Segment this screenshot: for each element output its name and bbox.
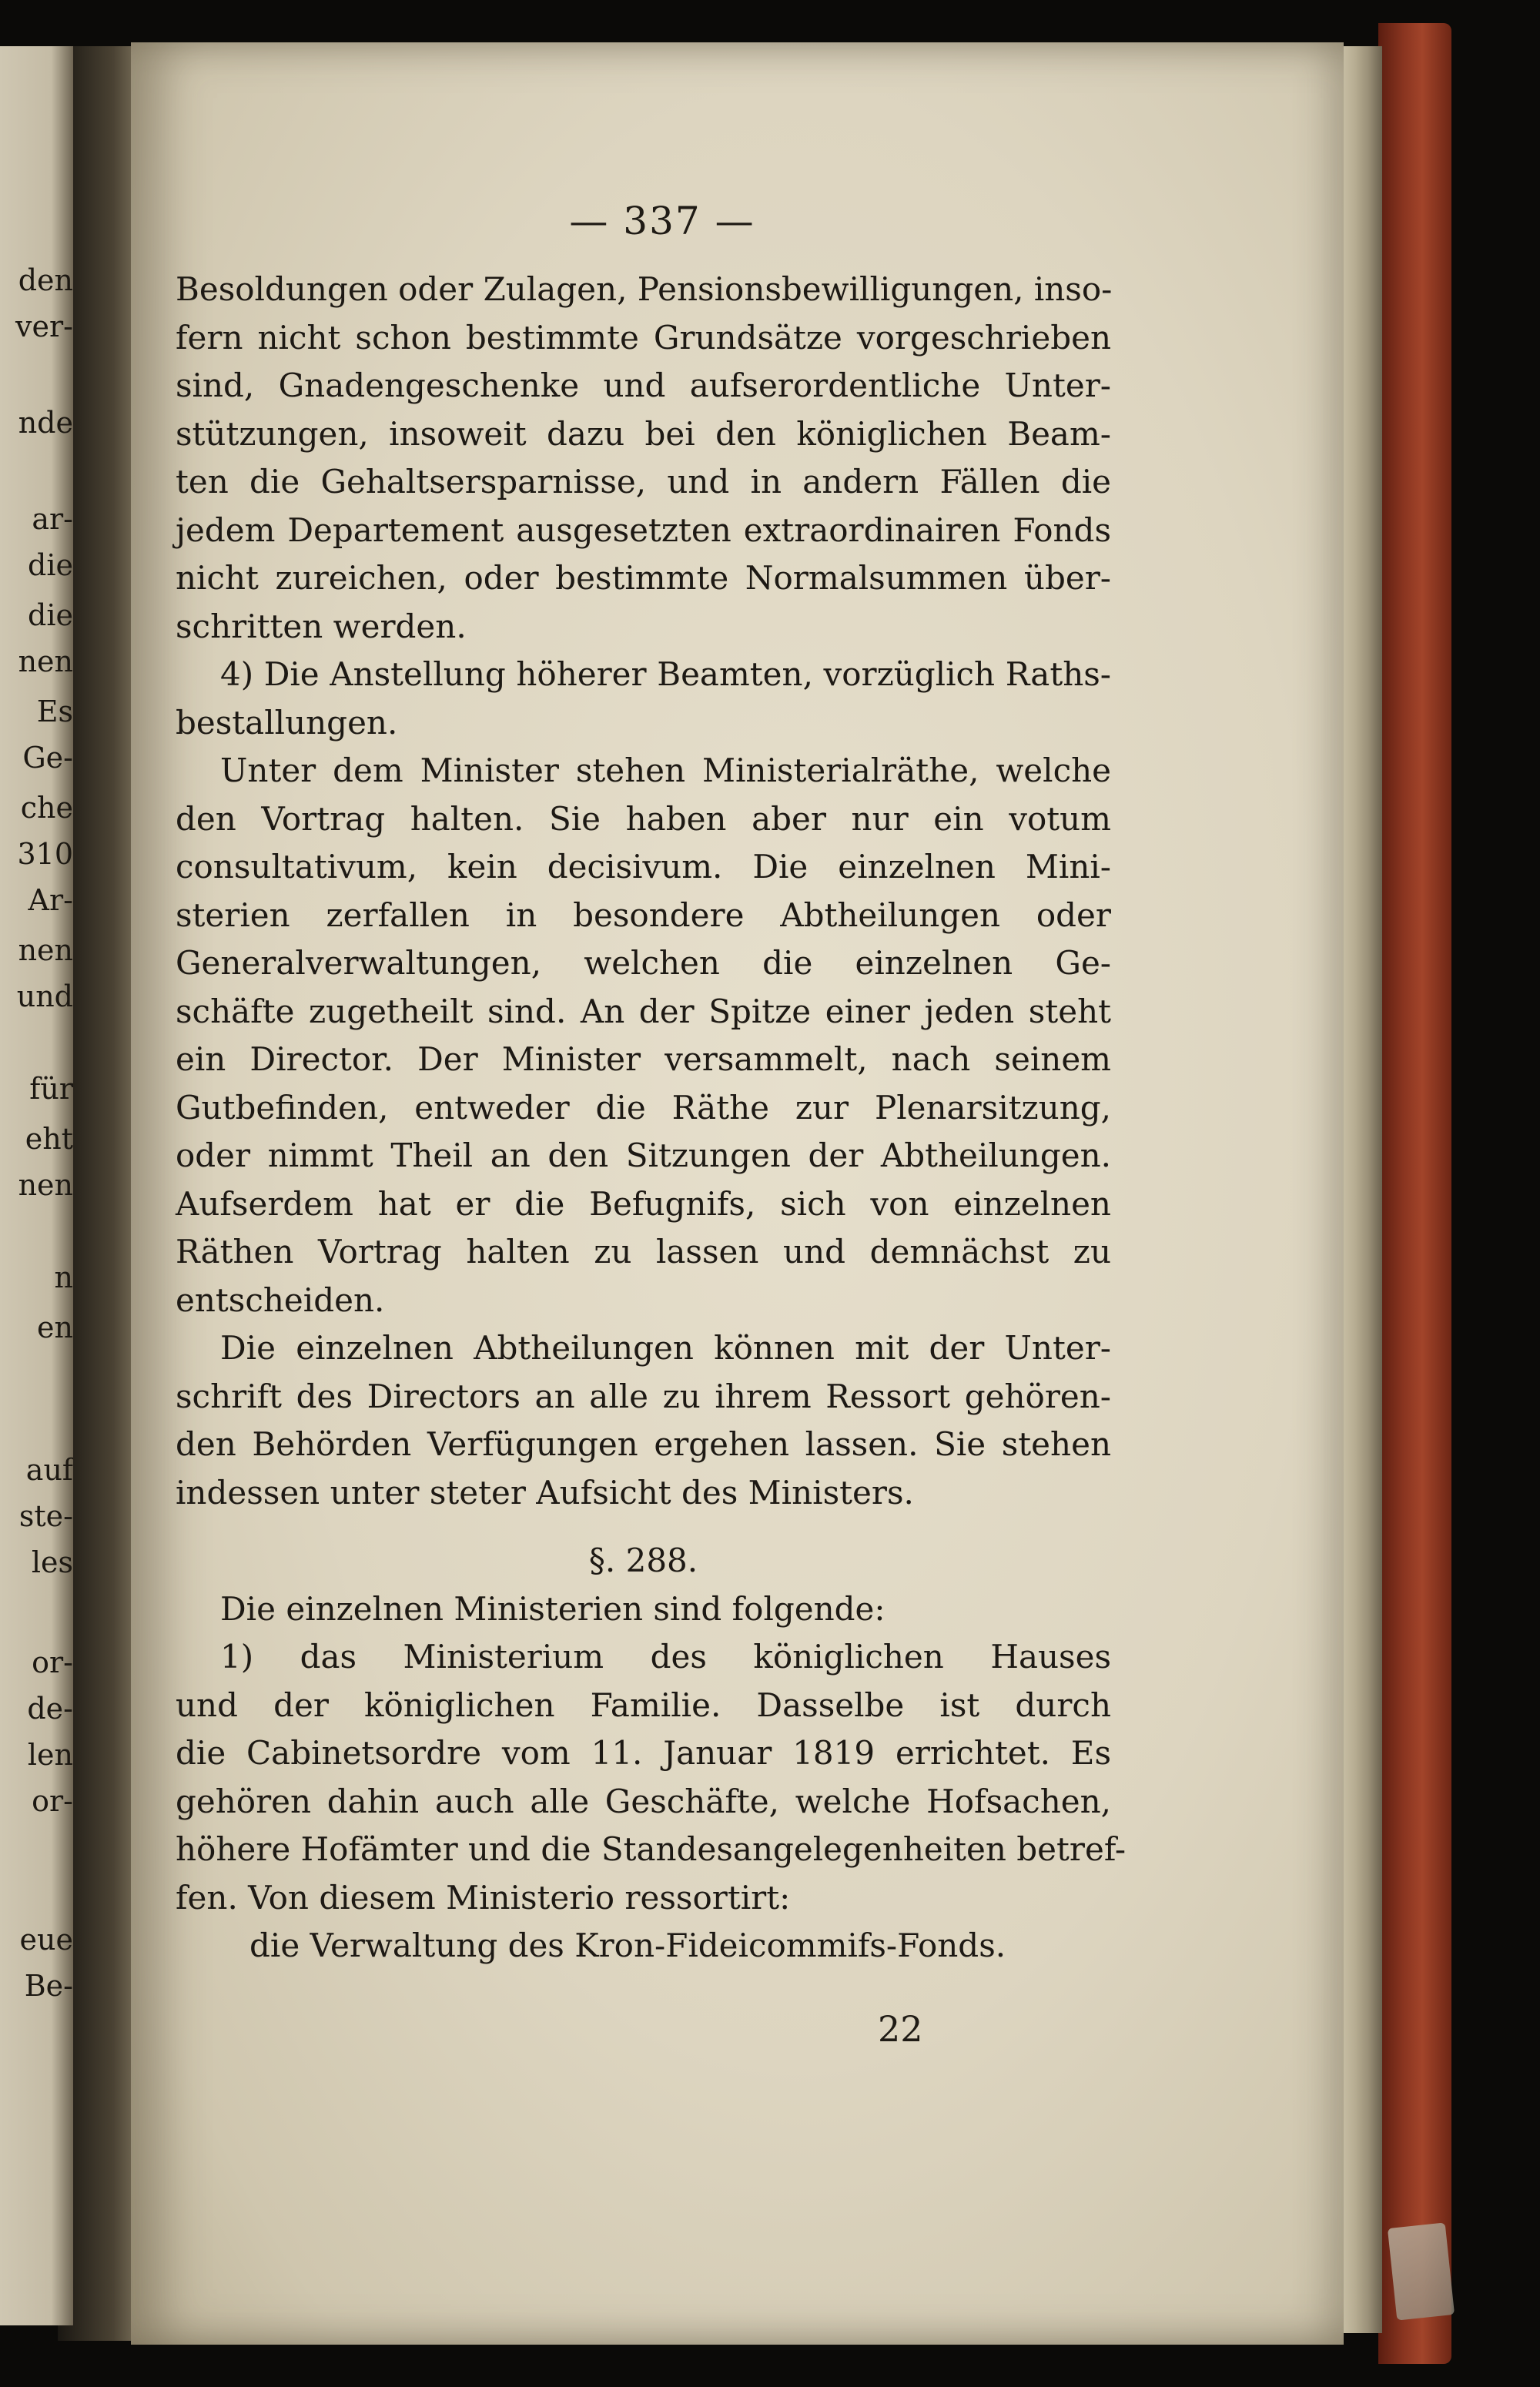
text-line: stützungen, insoweit dazu bei den königlichen Beam-: [176, 414, 1111, 453]
previous-page-fragment: en: [37, 1311, 73, 1344]
previous-page-fragment: nen: [18, 1168, 73, 1202]
previous-page-fragment: ver-: [15, 310, 73, 343]
previous-page-fragment: ar-: [32, 502, 73, 536]
text-line: die Cabinetsordre vom 11. Januar 1819 errichtet. Es: [176, 1734, 1111, 1772]
previous-page-fragment: 310: [17, 837, 73, 871]
text-line: Gutbefinden, entweder die Räthe zur Plenarsitzung,: [176, 1088, 1111, 1127]
text-line: ein Director. Der Minister versammelt, nach seinem: [176, 1040, 1111, 1078]
text-line: schritten werden.: [176, 607, 467, 645]
previous-page-fragment: n: [54, 1260, 73, 1294]
text-line: Besoldungen oder Zulagen, Pensionsbewilligungen, inso-: [176, 270, 1113, 308]
previous-page-fragment: die: [28, 548, 73, 582]
previous-page-fragment: or-: [32, 1784, 73, 1818]
text-line: 4) Die Anstellung höherer Beamten, vorzüglich Raths-: [220, 655, 1111, 693]
previous-page-fragment: nen: [18, 933, 73, 967]
text-line: Unter dem Minister stehen Ministerialräthe, welche: [220, 752, 1111, 789]
text-line: Generalverwaltungen, welchen die einzelnen Ge-: [176, 944, 1111, 982]
text-line: die Verwaltung des Kron-Fideicommifs-Fonds.: [249, 1927, 1006, 1964]
previous-page-edge: [0, 46, 73, 2325]
previous-page-fragment: Es: [36, 695, 73, 728]
text-line: oder nimmt Theil an den Sitzungen der Abtheilungen.: [176, 1137, 1111, 1174]
text-line: entscheiden.: [176, 1281, 385, 1319]
previous-page-fragment: len: [27, 1738, 73, 1772]
text-line: bestallungen.: [176, 703, 398, 742]
previous-page-fragment: eue: [19, 1923, 73, 1957]
previous-page-fragment: nde: [18, 406, 73, 440]
page-body: [176, 266, 1127, 1970]
previous-page-fragment: nen: [18, 644, 73, 678]
text-line: Aufserdem hat er die Befugnifs, sich von einzelnen: [176, 1184, 1111, 1223]
text-line: sind, Gnadengeschenke und aufserordentliche Unter-: [176, 367, 1111, 404]
page-number: — 337 —: [569, 199, 755, 243]
previous-page-fragment: den: [18, 263, 73, 297]
previous-page-fragment: Ar-: [28, 883, 73, 917]
text-line: höhere Hofämter und die Standesangelegenheiten betref-: [176, 1830, 1127, 1868]
text-line: und der königlichen Familie. Dasselbe ist durch: [176, 1686, 1111, 1724]
text-line: nicht zureichen, oder bestimmte Normalsummen über-: [176, 559, 1111, 597]
text-line: schrift des Directors an alle zu ihrem Ressort gehören-: [176, 1377, 1111, 1415]
previous-page-fragment: che: [20, 791, 73, 825]
previous-page-fragment: Be-: [24, 1969, 73, 2003]
text-line: Die einzelnen Ministerien sind folgende:: [220, 1589, 886, 1628]
text-line: Räthen Vortrag halten zu lassen und demnächst zu: [176, 1233, 1111, 1270]
previous-page-fragment: eht: [25, 1122, 73, 1156]
previous-page-fragment: Ge-: [22, 741, 73, 775]
previous-page-fragment: und: [16, 979, 73, 1013]
previous-page-fragment: les: [31, 1545, 73, 1579]
text-line: fern nicht schon bestimmte Grundsätze vorgeschrieben: [176, 318, 1111, 357]
previous-page-fragment: für: [29, 1072, 73, 1106]
signature-mark: 22: [878, 2008, 923, 2050]
previous-page-fragment: ste-: [18, 1499, 73, 1533]
text-line: gehören dahin auch alle Geschäfte, welche Hofsachen,: [176, 1782, 1111, 1820]
text-line: 1) das Ministerium des königlichen Hauses: [220, 1638, 1111, 1676]
previous-page-fragment: or-: [32, 1645, 73, 1679]
previous-page-fragment: auf: [25, 1453, 73, 1487]
section-heading: §. 288.: [588, 1542, 698, 1579]
text-line: den Behörden Verfügungen ergehen lassen. Sie stehen: [176, 1425, 1111, 1463]
text-line: ten die Gehaltsersparnisse, und in andern Fällen die: [176, 463, 1111, 500]
text-line: sterien zerfallen in besondere Abtheilungen oder: [176, 896, 1111, 934]
text-line: jedem Departement ausgesetzten extraordinairen Fonds: [176, 511, 1111, 549]
text-line: schäfte zugetheilt sind. An der Spitze einer jeden steht: [176, 992, 1111, 1030]
cover-bottom-corner: [1388, 2222, 1455, 2320]
text-line: fen. Von diesem Ministerio ressortirt:: [176, 1878, 791, 1917]
text-line: den Vortrag halten. Sie haben aber nur ein votum: [176, 799, 1111, 838]
book-cover-edge: [1378, 23, 1451, 2364]
text-line: consultativum, kein decisivum. Die einzelnen Mini-: [176, 848, 1111, 886]
previous-page-fragment: die: [28, 598, 73, 632]
text-line: Die einzelnen Abtheilungen können mit der Unter-: [220, 1329, 1111, 1367]
previous-page-fragment: de-: [27, 1692, 73, 1726]
text-line: indessen unter steter Aufsicht des Ministers.: [176, 1473, 914, 1512]
